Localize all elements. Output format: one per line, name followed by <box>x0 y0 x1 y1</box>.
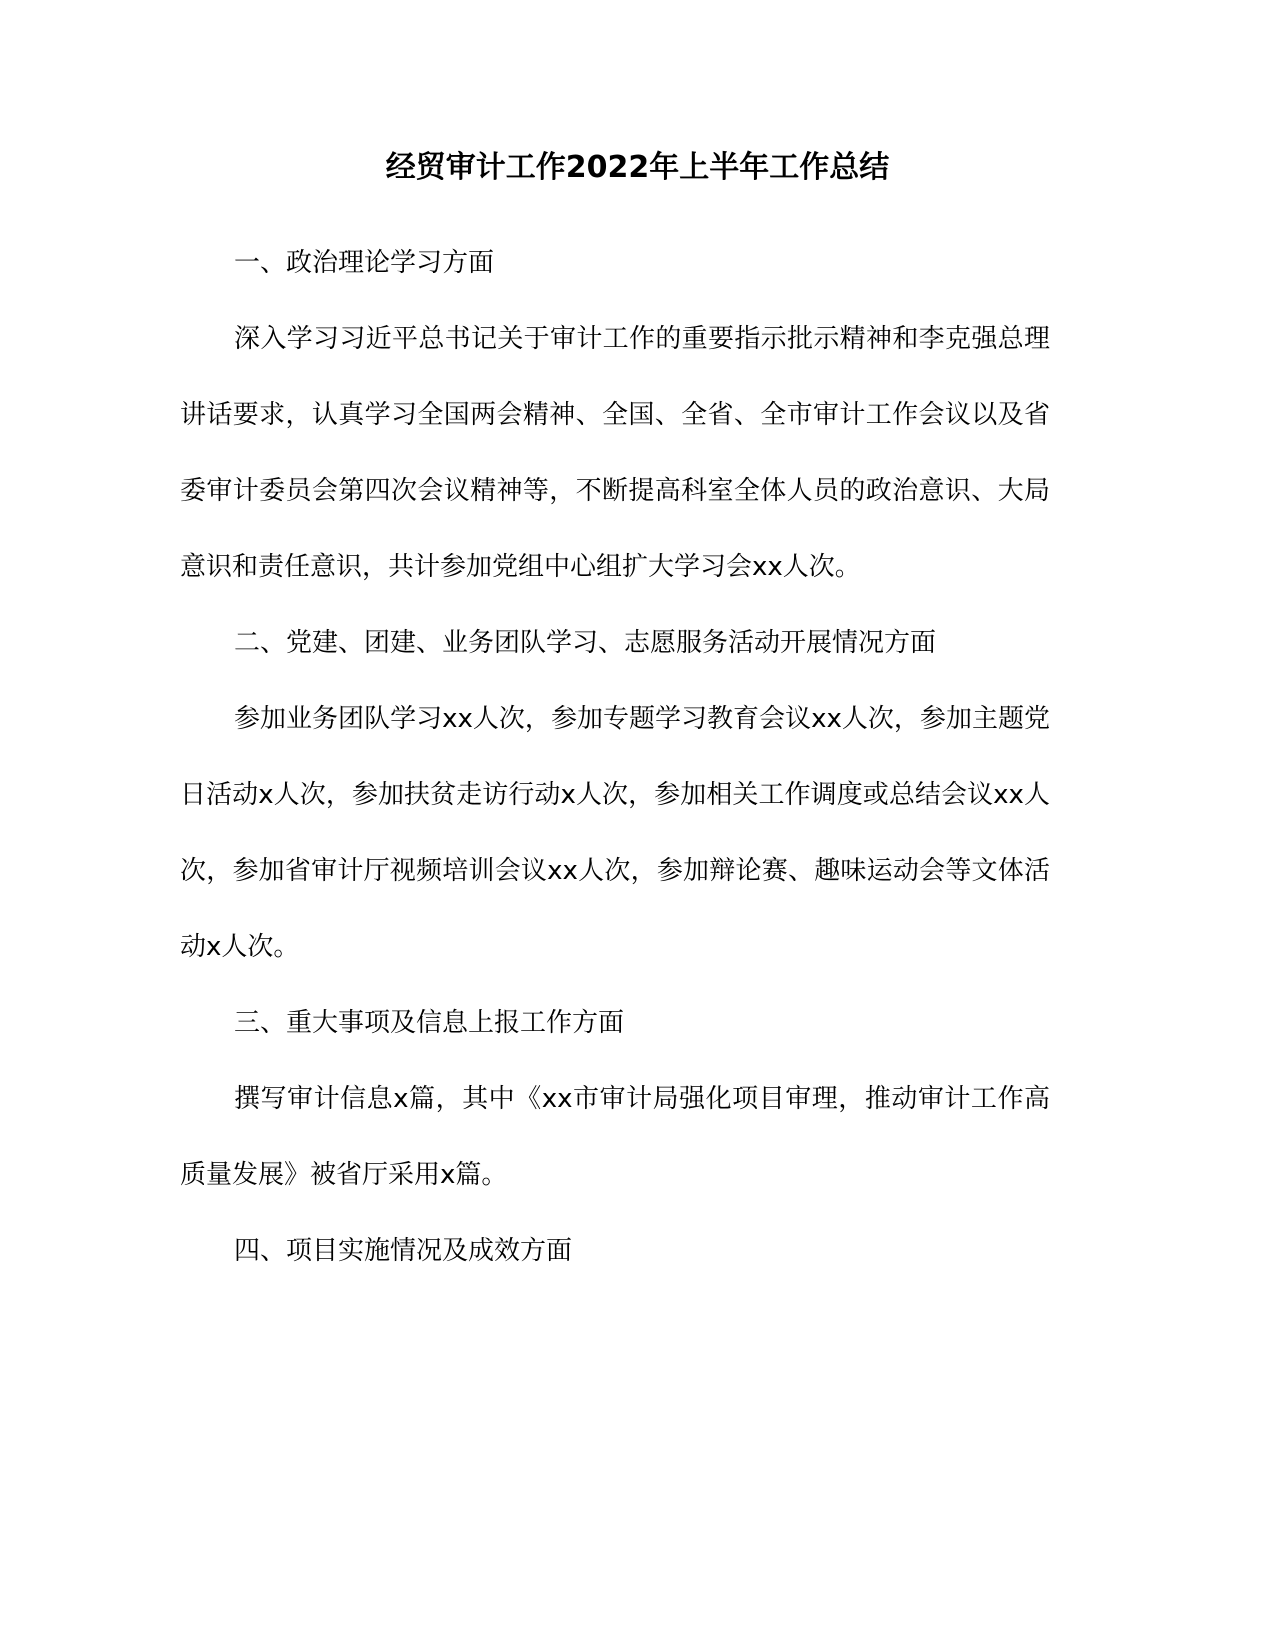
paragraph-party-building: 参加业务团队学习xx人次，参加专题学习教育会议xx人次，参加主题党日活动x人次，参加扶贫走访行动x人次，参加相关工作调度或总结会议xx人次，参加省审计厅视频培训会议xx人次，参加辩论赛、趣味运动会等文体活动x人次。 <box>180 704 1050 962</box>
section-heading-party-building: 二、党建、团建、业务团队学习、志愿服务活动开展情况方面 <box>234 628 937 658</box>
paragraph-politics: 深入学习习近平总书记关于审计工作的重要指示批示精神和李克强总理讲话要求，认真学习全国两会精神、全国、全省、全市审计工作会议以及省委审计委员会第四次会议精神等，不断提高科室全体人员的政治意识、大局意识和责任意识，共计参加党组中心组扩大学习会xx人次。 <box>180 324 1050 582</box>
section-heading-reporting: 三、重大事项及信息上报工作方面 <box>234 1008 625 1038</box>
section-heading-politics: 一、政治理论学习方面 <box>234 248 495 278</box>
section-heading-projects: 四、项目实施情况及成效方面 <box>234 1236 573 1266</box>
document-title: 经贸审计工作2022年上半年工作总结 <box>385 150 890 185</box>
document-body <box>180 225 1050 1289</box>
paragraph-reporting: 撰写审计信息x篇，其中《xx市审计局强化项目审理，推动审计工作高质量发展》被省厅采用x篇。 <box>180 1084 1050 1190</box>
